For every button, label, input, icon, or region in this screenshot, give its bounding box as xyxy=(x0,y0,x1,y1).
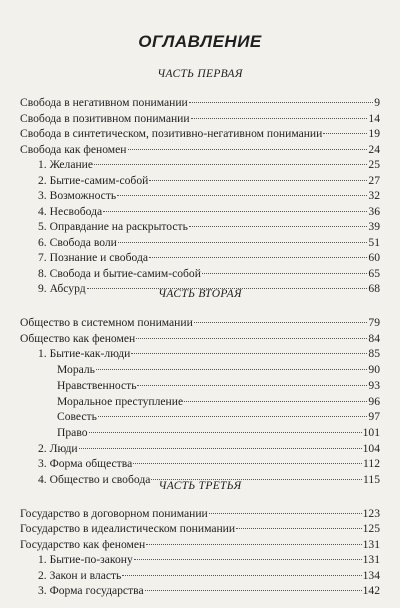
toc-entry-label: Свобода в синтетическом, позитивно-негативном понимании xyxy=(20,127,323,140)
toc-entry-label: Свобода в негативном понимании xyxy=(20,96,188,109)
toc-entry[interactable] xyxy=(57,362,380,377)
toc-entry[interactable] xyxy=(38,552,380,567)
toc-entry-label: 7. Познание и свобода xyxy=(38,251,148,264)
toc-entry-page-number: 104 xyxy=(362,441,380,455)
dot-leader xyxy=(79,447,362,449)
toc-entry[interactable] xyxy=(20,315,380,330)
toc-entry[interactable] xyxy=(57,425,380,440)
toc-entry[interactable] xyxy=(20,521,380,536)
dot-leader xyxy=(194,321,368,323)
toc-entry-page-number: 36 xyxy=(368,204,380,218)
dot-leader xyxy=(136,337,367,339)
toc-entry-label: Мораль xyxy=(57,363,95,377)
toc-entry-label: Общество как феномен xyxy=(20,331,136,345)
toc-entry[interactable] xyxy=(38,219,380,234)
toc-entry-page-number: 9 xyxy=(374,96,380,109)
toc-entry-label: Государство как феномен xyxy=(20,537,146,551)
part-heading: ЧАСТЬ ПЕРВАЯ xyxy=(157,68,243,80)
toc-entry-page-number: 112 xyxy=(363,457,380,471)
toc-entry[interactable] xyxy=(20,126,380,141)
dot-leader xyxy=(128,148,368,150)
toc-entry[interactable] xyxy=(38,266,380,281)
toc-entry-page-number: 115 xyxy=(363,473,380,486)
toc-entry-label: 4. Несвобода xyxy=(38,204,103,218)
toc-entry-label: 2. Закон и власть xyxy=(38,568,122,582)
toc-entry[interactable] xyxy=(20,331,380,346)
dot-leader xyxy=(94,163,367,165)
dot-leader xyxy=(149,256,367,258)
toc-entry[interactable] xyxy=(38,157,380,172)
toc-entry-page-number: 134 xyxy=(362,568,380,582)
toc-entry-page-number: 32 xyxy=(368,189,380,202)
dot-leader xyxy=(146,543,361,545)
toc-entry[interactable] xyxy=(38,204,380,219)
toc-entry-label: 3. Форма общества xyxy=(38,457,133,471)
toc-entry-label: Государство в идеалистическом понимании xyxy=(20,522,236,536)
toc-entry-label: Свобода как феномен xyxy=(20,142,127,156)
dot-leader xyxy=(89,431,362,433)
toc-entry-label: 1. Бытие-по-закону xyxy=(38,553,133,567)
dot-leader xyxy=(96,368,367,370)
toc-entry-label: 6. Свобода воли xyxy=(38,235,117,249)
toc-entry[interactable] xyxy=(38,346,380,361)
toc-entry-page-number: 84 xyxy=(368,331,380,345)
toc-entry-page-number: 85 xyxy=(368,347,380,361)
dot-leader xyxy=(189,101,373,103)
dot-leader xyxy=(189,225,368,227)
toc-entry-page-number: 131 xyxy=(362,553,380,567)
toc-entry-page-number: 39 xyxy=(368,220,380,233)
toc-entry[interactable] xyxy=(38,173,380,188)
toc-entry[interactable] xyxy=(38,250,380,265)
dot-leader xyxy=(98,415,368,417)
toc-entry-page-number: 79 xyxy=(368,316,380,329)
dot-leader xyxy=(149,179,367,181)
dot-leader xyxy=(133,462,362,464)
dot-leader xyxy=(117,194,367,196)
toc-entry-page-number: 123 xyxy=(362,507,380,520)
toc-entry[interactable] xyxy=(57,409,380,424)
toc-entry-page-number: 90 xyxy=(368,363,380,377)
toc-entry-label: Свобода в позитивном понимании xyxy=(20,111,190,125)
dot-leader xyxy=(202,272,367,274)
dot-leader xyxy=(236,527,362,529)
part-heading: ЧАСТЬ ТРЕТЬЯ xyxy=(158,480,242,492)
toc-entry[interactable] xyxy=(20,95,380,110)
toc-entry-page-number: 19 xyxy=(368,127,380,140)
toc-entry[interactable] xyxy=(20,111,380,126)
toc-entry-page-number: 65 xyxy=(368,266,380,280)
toc-entry-page-number: 101 xyxy=(362,425,380,439)
part-heading: ЧАСТЬ ВТОРАЯ xyxy=(158,288,242,300)
toc-entry-page-number: 27 xyxy=(368,173,380,187)
toc-entry-label: 3. Форма государства xyxy=(38,584,144,597)
toc-entry-label: 8. Свобода и бытие-самим-собой xyxy=(38,266,201,280)
toc-entry[interactable] xyxy=(38,188,380,203)
dot-leader xyxy=(137,384,367,386)
toc-entry-page-number: 14 xyxy=(368,111,380,125)
dot-leader xyxy=(191,117,368,119)
toc-entry-label: Государство в договорном понимании xyxy=(20,507,208,520)
dot-leader xyxy=(145,589,362,591)
page-title: ОГЛАВЛЕНИЕ xyxy=(138,32,262,51)
toc-entry-page-number: 142 xyxy=(362,584,380,597)
toc-entry-label: 9. Абсурд xyxy=(38,282,86,295)
dot-leader xyxy=(184,400,367,402)
toc-entry-page-number: 60 xyxy=(368,251,380,264)
dot-leader xyxy=(103,210,367,212)
dot-leader xyxy=(323,132,367,134)
toc-entry-page-number: 51 xyxy=(368,235,380,249)
toc-entry-label: 4. Общество и свобода xyxy=(38,473,151,486)
toc-entry-label: Право xyxy=(57,425,88,439)
toc-entry-label: Нравственность xyxy=(57,378,137,392)
toc-entry-page-number: 96 xyxy=(368,394,380,408)
toc-entry-label: Общество в системном понимании xyxy=(20,316,193,329)
toc-entry[interactable] xyxy=(38,441,380,456)
toc-entry-label: 5. Оправдание на раскрытость xyxy=(38,220,188,233)
toc-entry[interactable] xyxy=(57,394,380,409)
toc-entry-label: Совесть xyxy=(57,410,97,424)
toc-entry-label: 3. Возможность xyxy=(38,189,117,202)
toc-entry[interactable] xyxy=(57,378,380,393)
dot-leader xyxy=(118,241,368,243)
toc-entry-page-number: 131 xyxy=(362,537,380,551)
toc-entry-label: Моральное преступление xyxy=(57,394,184,408)
toc-entry[interactable] xyxy=(38,583,380,598)
toc-entry-page-number: 24 xyxy=(368,142,380,156)
toc-entry-label: 2. Люди xyxy=(38,441,78,455)
toc-entry-page-number: 125 xyxy=(362,522,380,536)
toc-entry[interactable] xyxy=(38,456,380,471)
toc-entry[interactable] xyxy=(38,568,380,583)
toc-entry[interactable] xyxy=(38,235,380,250)
toc-entry-page-number: 25 xyxy=(368,158,380,171)
dot-leader xyxy=(131,352,367,354)
dot-leader xyxy=(134,558,362,560)
toc-entry-label: 1. Бытие-как-люди xyxy=(38,347,131,361)
toc-entry-label: 1. Желание xyxy=(38,158,94,171)
toc-entry[interactable] xyxy=(20,142,380,157)
toc-entry-page-number: 68 xyxy=(368,282,380,295)
dot-leader xyxy=(209,512,362,514)
dot-leader xyxy=(122,574,361,576)
toc-entry-page-number: 93 xyxy=(368,378,380,392)
toc-entry-page-number: 97 xyxy=(368,410,380,424)
toc-entry[interactable] xyxy=(20,537,380,552)
toc-entry-label: 2. Бытие-самим-собой xyxy=(38,173,149,187)
toc-entry[interactable] xyxy=(20,506,380,521)
